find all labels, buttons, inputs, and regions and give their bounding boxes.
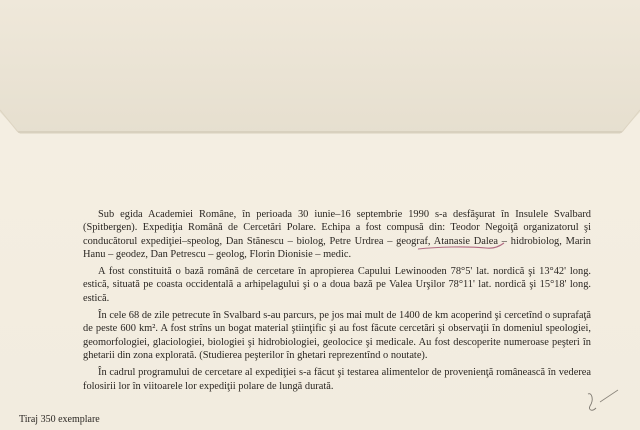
envelope-flap: [0, 0, 640, 140]
expedition-text: [83, 208, 591, 393]
print-run-label: Tiraj 350 exemplare: [19, 414, 100, 425]
paragraph-food-testing: În cadrul programului de cercetare al expediţiei s-a făcut şi testarea alimentelor de provenienţă românească în vederea folosirii lor în viitoarele lor expediţii polare de lungă durată.: [83, 367, 591, 392]
handwritten-signature-mark: [582, 388, 622, 418]
paragraph-intro: Sub egida Academiei Române, în perioada 30 iunie–16 septembrie 1990 s-a desfăşurat în Insulele Svalbard (Spitbergen). Expediţia Română de Cercetări Polare. Echipa a fost compusă din: Teodor Negoiţă organizatorul şi conducătorul expediţiei–speolog, Dan Stănescu – biolog, Petre Urdrea – geograf, Atanasie Dalea – hidrobiolog, Marin Hanu – geodez, Dan Petrescu – geolog, Florin Dionisie – medic.: [83, 209, 591, 260]
paragraph-bases: A fost constituită o bază română de cercetare în apropierea Capului Lewinooden 78°5' lat. nordică şi 13°42' long. estică, situată pe coasta occidentală a arhipelagului şi o a doua bază pe Valea Urşilor 78°11' lat. nordică şi 15°18' long. estică.: [83, 266, 591, 304]
paragraph-research: În cele 68 de zile petrecute în Svalbard s-au parcurs, pe jos mai mult de 1400 de km acoperind şi cercetînd o suprafaţă de peste 600 km². A fost strîns un bogat material ştiinţific şi au fost făcute cercetări şi observaţii în domeniul speologiei, geomorfologiei, glaciologiei, biologiei şi hidrobiologiei, geolocice şi medicale. Au fost descoperite numeroase peşteri în ghetarii din zona explorată. (Studierea peşterilor în ghetari reprezentînd o noutate).: [83, 310, 591, 361]
